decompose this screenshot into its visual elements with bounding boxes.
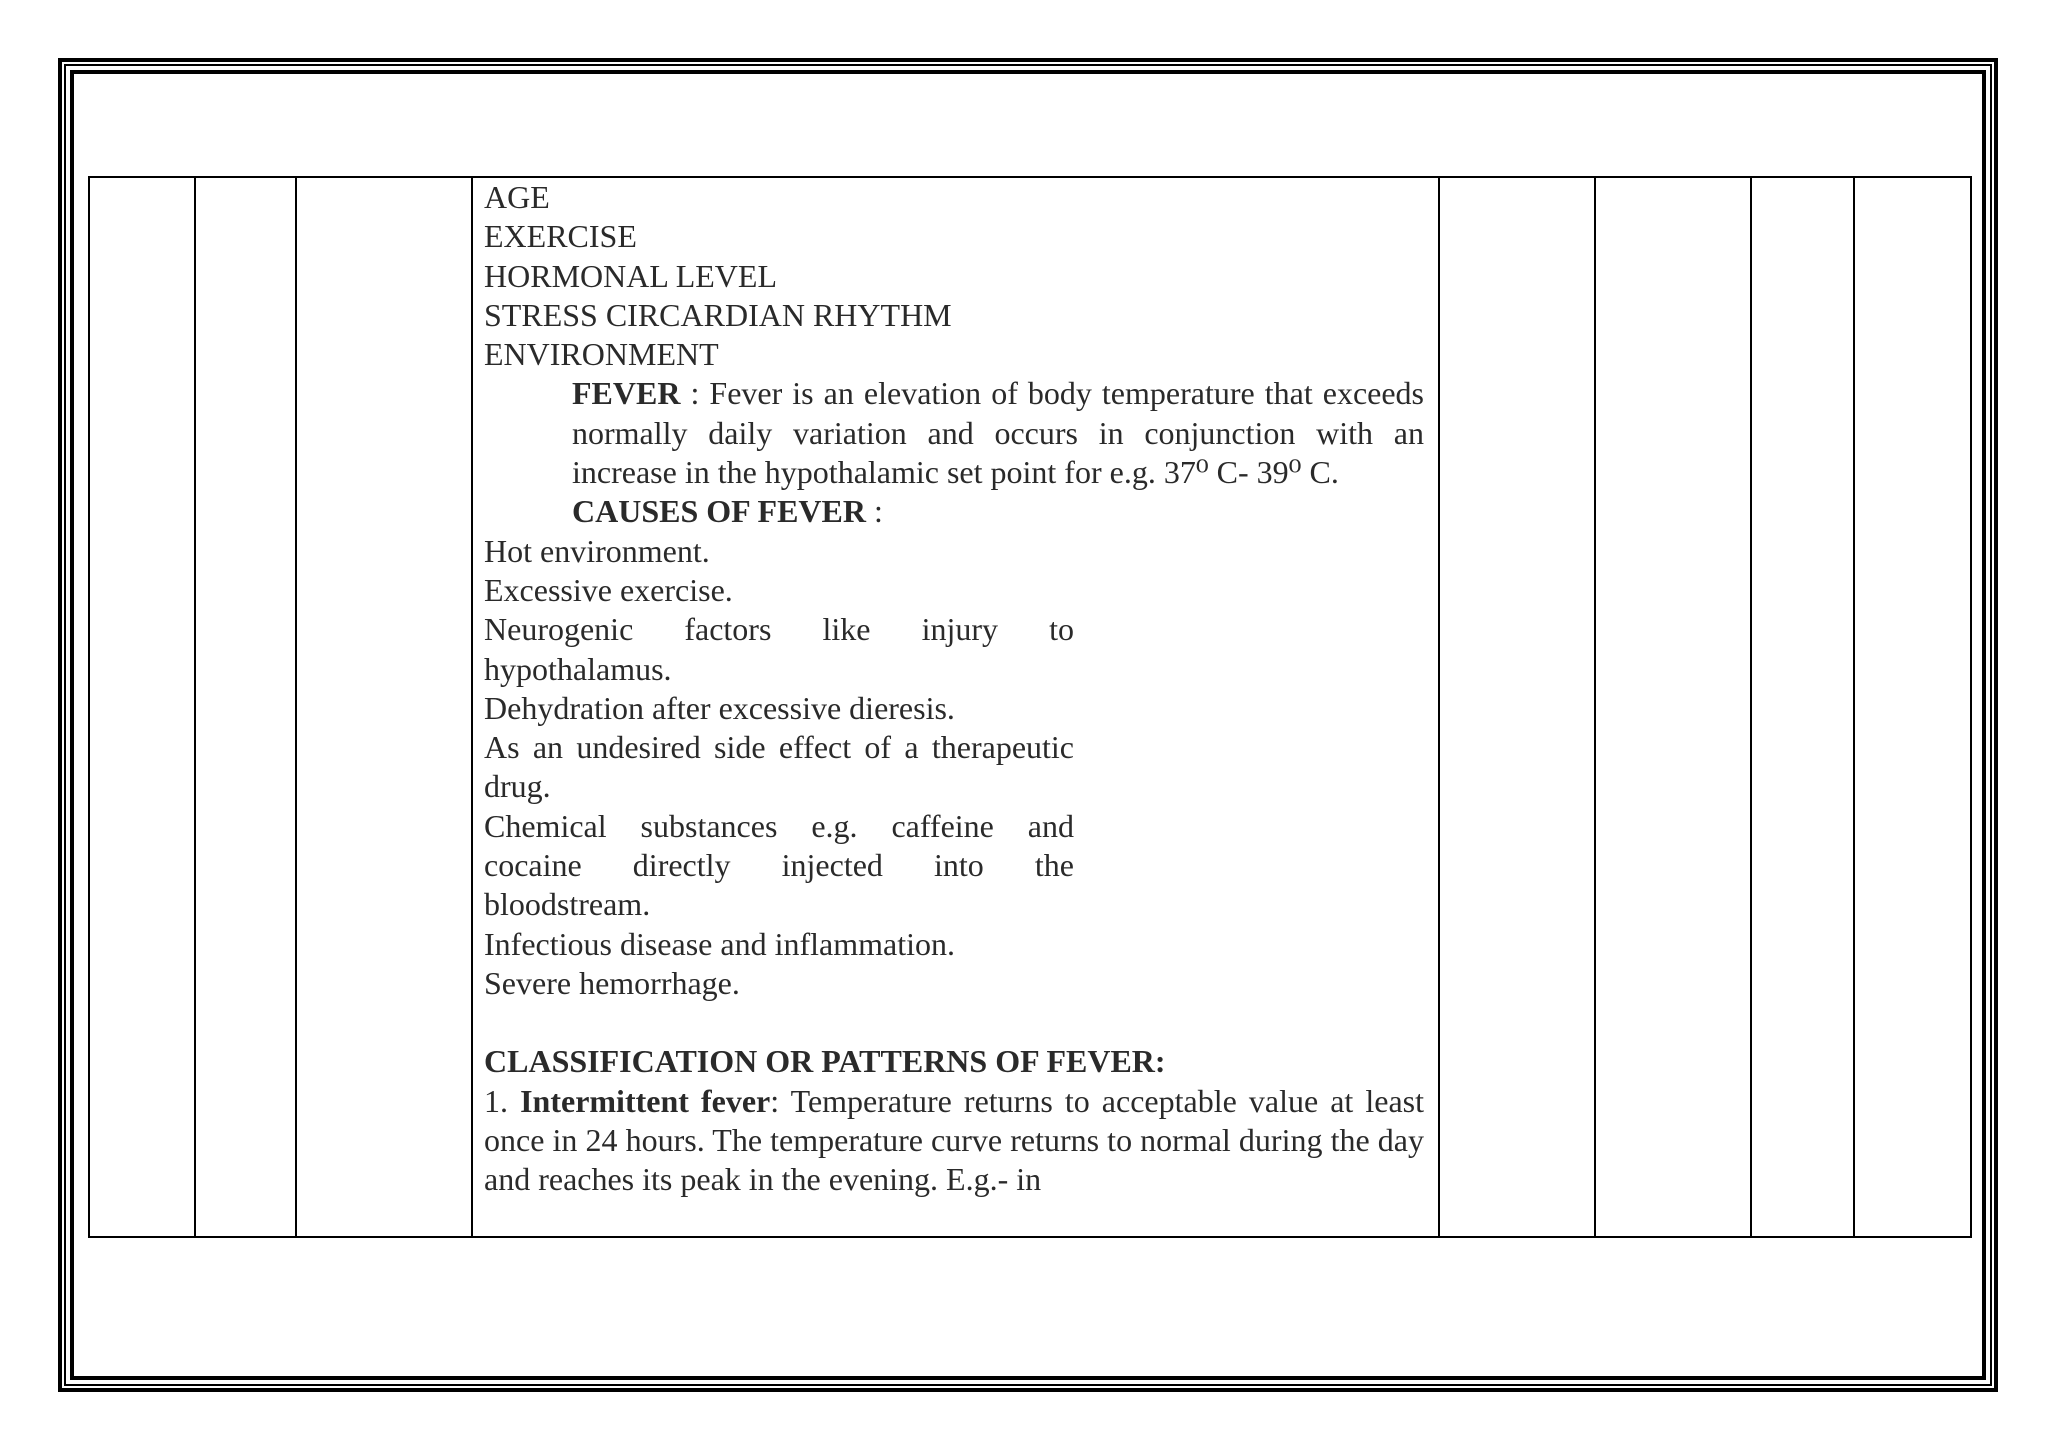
fever-term: FEVER	[572, 375, 681, 412]
list-item: As an undesired side effect of a therapeutic drug.	[484, 728, 1074, 807]
list-item: Dehydration after excessive dieresis.	[484, 689, 1074, 728]
table-column-divider	[1438, 176, 1440, 1238]
list-item: EXERCISE	[484, 217, 1424, 256]
temperature-factors-list	[484, 178, 1424, 374]
intermittent-fever-paragraph: 1. Intermittent fever: Temperature returns to acceptable value at least once in 24 hours. The temperature curve returns to normal during the day and reaches its peak in the evening. E.g.- in	[484, 1082, 1424, 1198]
table-column-divider	[1594, 176, 1596, 1238]
list-item: Neurogenic factors like injury to hypothalamus.	[484, 610, 1074, 689]
content-cell	[484, 178, 1424, 1236]
list-item: Hot environment.	[484, 532, 1074, 571]
list-item: Excessive exercise.	[484, 571, 1074, 610]
causes-heading: CAUSES OF FEVER :	[572, 493, 883, 530]
list-item: ENVIRONMENT	[484, 335, 1424, 374]
list-item: STRESS CIRCARDIAN RHYTHM	[484, 296, 1424, 335]
table-column-divider	[471, 176, 473, 1238]
causes-list	[484, 532, 1074, 1004]
table-column-divider	[1750, 176, 1752, 1238]
fever-definition: FEVER : Fever is an elevation of body temperature that exceeds normally daily variation and occurs in conjunction with an increase in the hypothalamic set point for e.g. 37⁰ C- 39⁰ C.	[572, 375, 1424, 491]
table-column-divider	[295, 176, 297, 1238]
classification-heading: CLASSIFICATION OR PATTERNS OF FEVER:	[484, 1043, 1166, 1080]
list-item: Severe hemorrhage.	[484, 964, 1074, 1003]
intermittent-fever-term: Intermittent fever	[520, 1082, 771, 1119]
spacer	[484, 1003, 1424, 1042]
list-item: Chemical substances e.g. caffeine and cocaine directly injected into the bloodstream.	[484, 807, 1074, 925]
table-column-divider	[1853, 176, 1855, 1238]
list-item: HORMONAL LEVEL	[484, 257, 1424, 296]
table-column-divider	[194, 176, 196, 1238]
list-item: Infectious disease and inflammation.	[484, 925, 1074, 964]
list-item: AGE	[484, 178, 1424, 217]
